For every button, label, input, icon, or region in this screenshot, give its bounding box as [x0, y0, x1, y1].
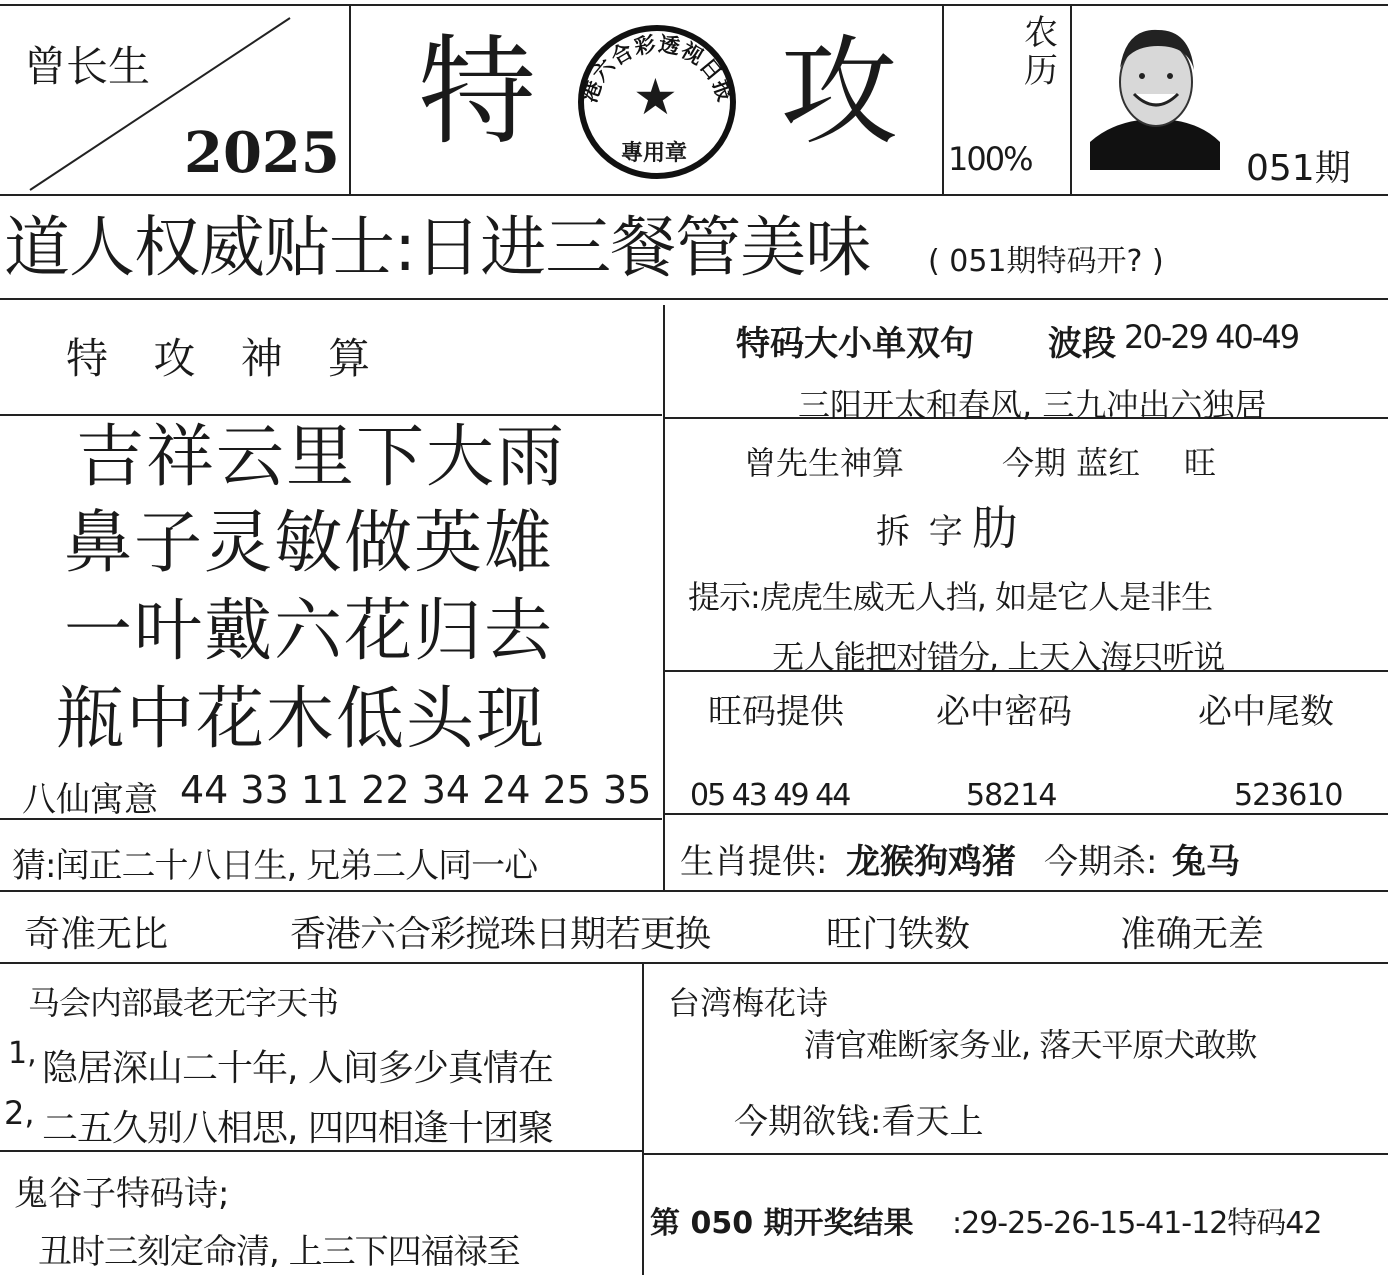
- title-right-char: 攻: [780, 23, 899, 161]
- baxian-label: 八仙寓意: [22, 780, 158, 820]
- result-values: :29-25-26-15-41-12特码42: [952, 1206, 1322, 1241]
- section-title-tegong: 特 攻 神 算: [66, 334, 387, 383]
- poem-line-2: 鼻子灵敏做英雄: [64, 504, 555, 583]
- chaizi-char: 肋: [972, 501, 1018, 555]
- kill-label: 今期杀:: [1044, 842, 1158, 882]
- banner-text-3: 旺门铁数: [826, 914, 971, 955]
- book-line-2-number: 2,: [4, 1094, 35, 1132]
- book-title: 马会内部最老无字天书: [28, 984, 339, 1022]
- left-section-line: [0, 414, 662, 416]
- tip-bottom-line: [0, 298, 1388, 300]
- banner-text-1: 奇准无比: [24, 914, 169, 955]
- guiguzi-title: 鬼谷子特码诗;: [14, 1174, 230, 1214]
- center-divider: [663, 305, 665, 890]
- poem-line-4: 瓶中花木低头现: [56, 680, 547, 759]
- zodiac-values: 龙猴狗鸡猪: [846, 842, 1016, 882]
- mid-line-1: [0, 890, 1388, 892]
- bizhong-tail-title: 必中尾数: [1198, 692, 1334, 732]
- book-line-1: 隐居深山二十年, 人间多少真情在: [42, 1048, 553, 1089]
- bizhong-code-title: 必中密码: [936, 692, 1072, 732]
- mid-line-2: [0, 962, 1388, 964]
- guiguzi-line: 丑时三刻定命清, 上三下四福禄至: [38, 1232, 520, 1272]
- portrait-avatar: [1090, 20, 1220, 170]
- banner-text-4: 准确无差: [1120, 914, 1265, 955]
- book-line-2: 二五久别八相思, 四四相逢十团聚: [42, 1108, 553, 1149]
- percent: 100%: [948, 140, 1032, 178]
- plum-poem-title: 台湾梅花诗: [668, 984, 829, 1022]
- lunar-label: 农历: [1024, 13, 1058, 91]
- header-divider-1: [349, 4, 351, 194]
- seal-bottom-text: 專用章: [621, 141, 688, 166]
- star-icon: ★: [633, 68, 678, 126]
- plum-poem-line: 清官难断家务业, 落天平原犬敢欺: [804, 1026, 1257, 1064]
- baxian-numbers: 44 33 11 22 34 24 25 35: [180, 768, 652, 812]
- poem-line-3: 一叶戴六花归去: [64, 592, 555, 671]
- hint-line-1: 提示:虎虎生威无人挡, 如是它人是非生: [688, 578, 1213, 616]
- seal-arc-text: 港六合彩透视日报: [576, 31, 739, 106]
- seal-stamp: [575, 24, 740, 179]
- year: 2025: [184, 120, 340, 186]
- right-line-3: [663, 813, 1388, 815]
- guess-line: 猜:闰正二十八日生, 兄弟二人同一心: [12, 846, 538, 886]
- poem-line-1: 吉祥云里下大雨: [76, 418, 567, 497]
- book-line-1-number: 1,: [8, 1036, 37, 1071]
- money-line: 今期欲钱:看天上: [734, 1102, 984, 1142]
- header-divider-3: [1070, 4, 1072, 194]
- result-label: 第 050 期开奖结果: [650, 1206, 914, 1241]
- dxds-label: 特码大小单双句: [736, 324, 974, 364]
- banner-text-2: 香港六合彩搅珠日期若更换: [290, 914, 711, 955]
- bizhong-code-value: 58214: [966, 778, 1057, 813]
- zeng-label: 曾先生神算: [744, 444, 905, 482]
- author-name: 曾长生: [24, 42, 151, 91]
- wangma-values: 05 43 49 44: [690, 778, 850, 813]
- bodan-label: 波段: [1048, 324, 1116, 364]
- bottom-right-line: [642, 1153, 1388, 1155]
- wangma-title: 旺码提供: [708, 692, 844, 732]
- chaizi-label: 拆 字: [876, 512, 967, 552]
- title-left-char: 特: [418, 23, 537, 161]
- color-label: 今期 蓝红: [1002, 444, 1141, 482]
- zodiac-label: 生肖提供:: [680, 842, 828, 882]
- bizhong-tail-value: 523610: [1234, 778, 1343, 813]
- kill-values: 兔马: [1172, 842, 1240, 882]
- hint-line-2: 无人能把对错分, 上天入海只听说: [772, 638, 1225, 676]
- header-bottom-line: [0, 194, 1388, 196]
- header-divider-2: [942, 4, 944, 194]
- wang-char: 旺: [1184, 444, 1217, 482]
- bottom-center-divider: [642, 962, 644, 1275]
- tip-sub: ( 051期特码开? ): [928, 244, 1164, 279]
- verse-1: 三阳开太和春风, 三九冲出六独居: [798, 386, 1267, 424]
- tip-main: 道人权威贴士:日进三餐管美味: [4, 209, 871, 286]
- bodan-values: 20-29 40-49: [1124, 318, 1299, 356]
- issue-number: 051期: [1246, 148, 1351, 189]
